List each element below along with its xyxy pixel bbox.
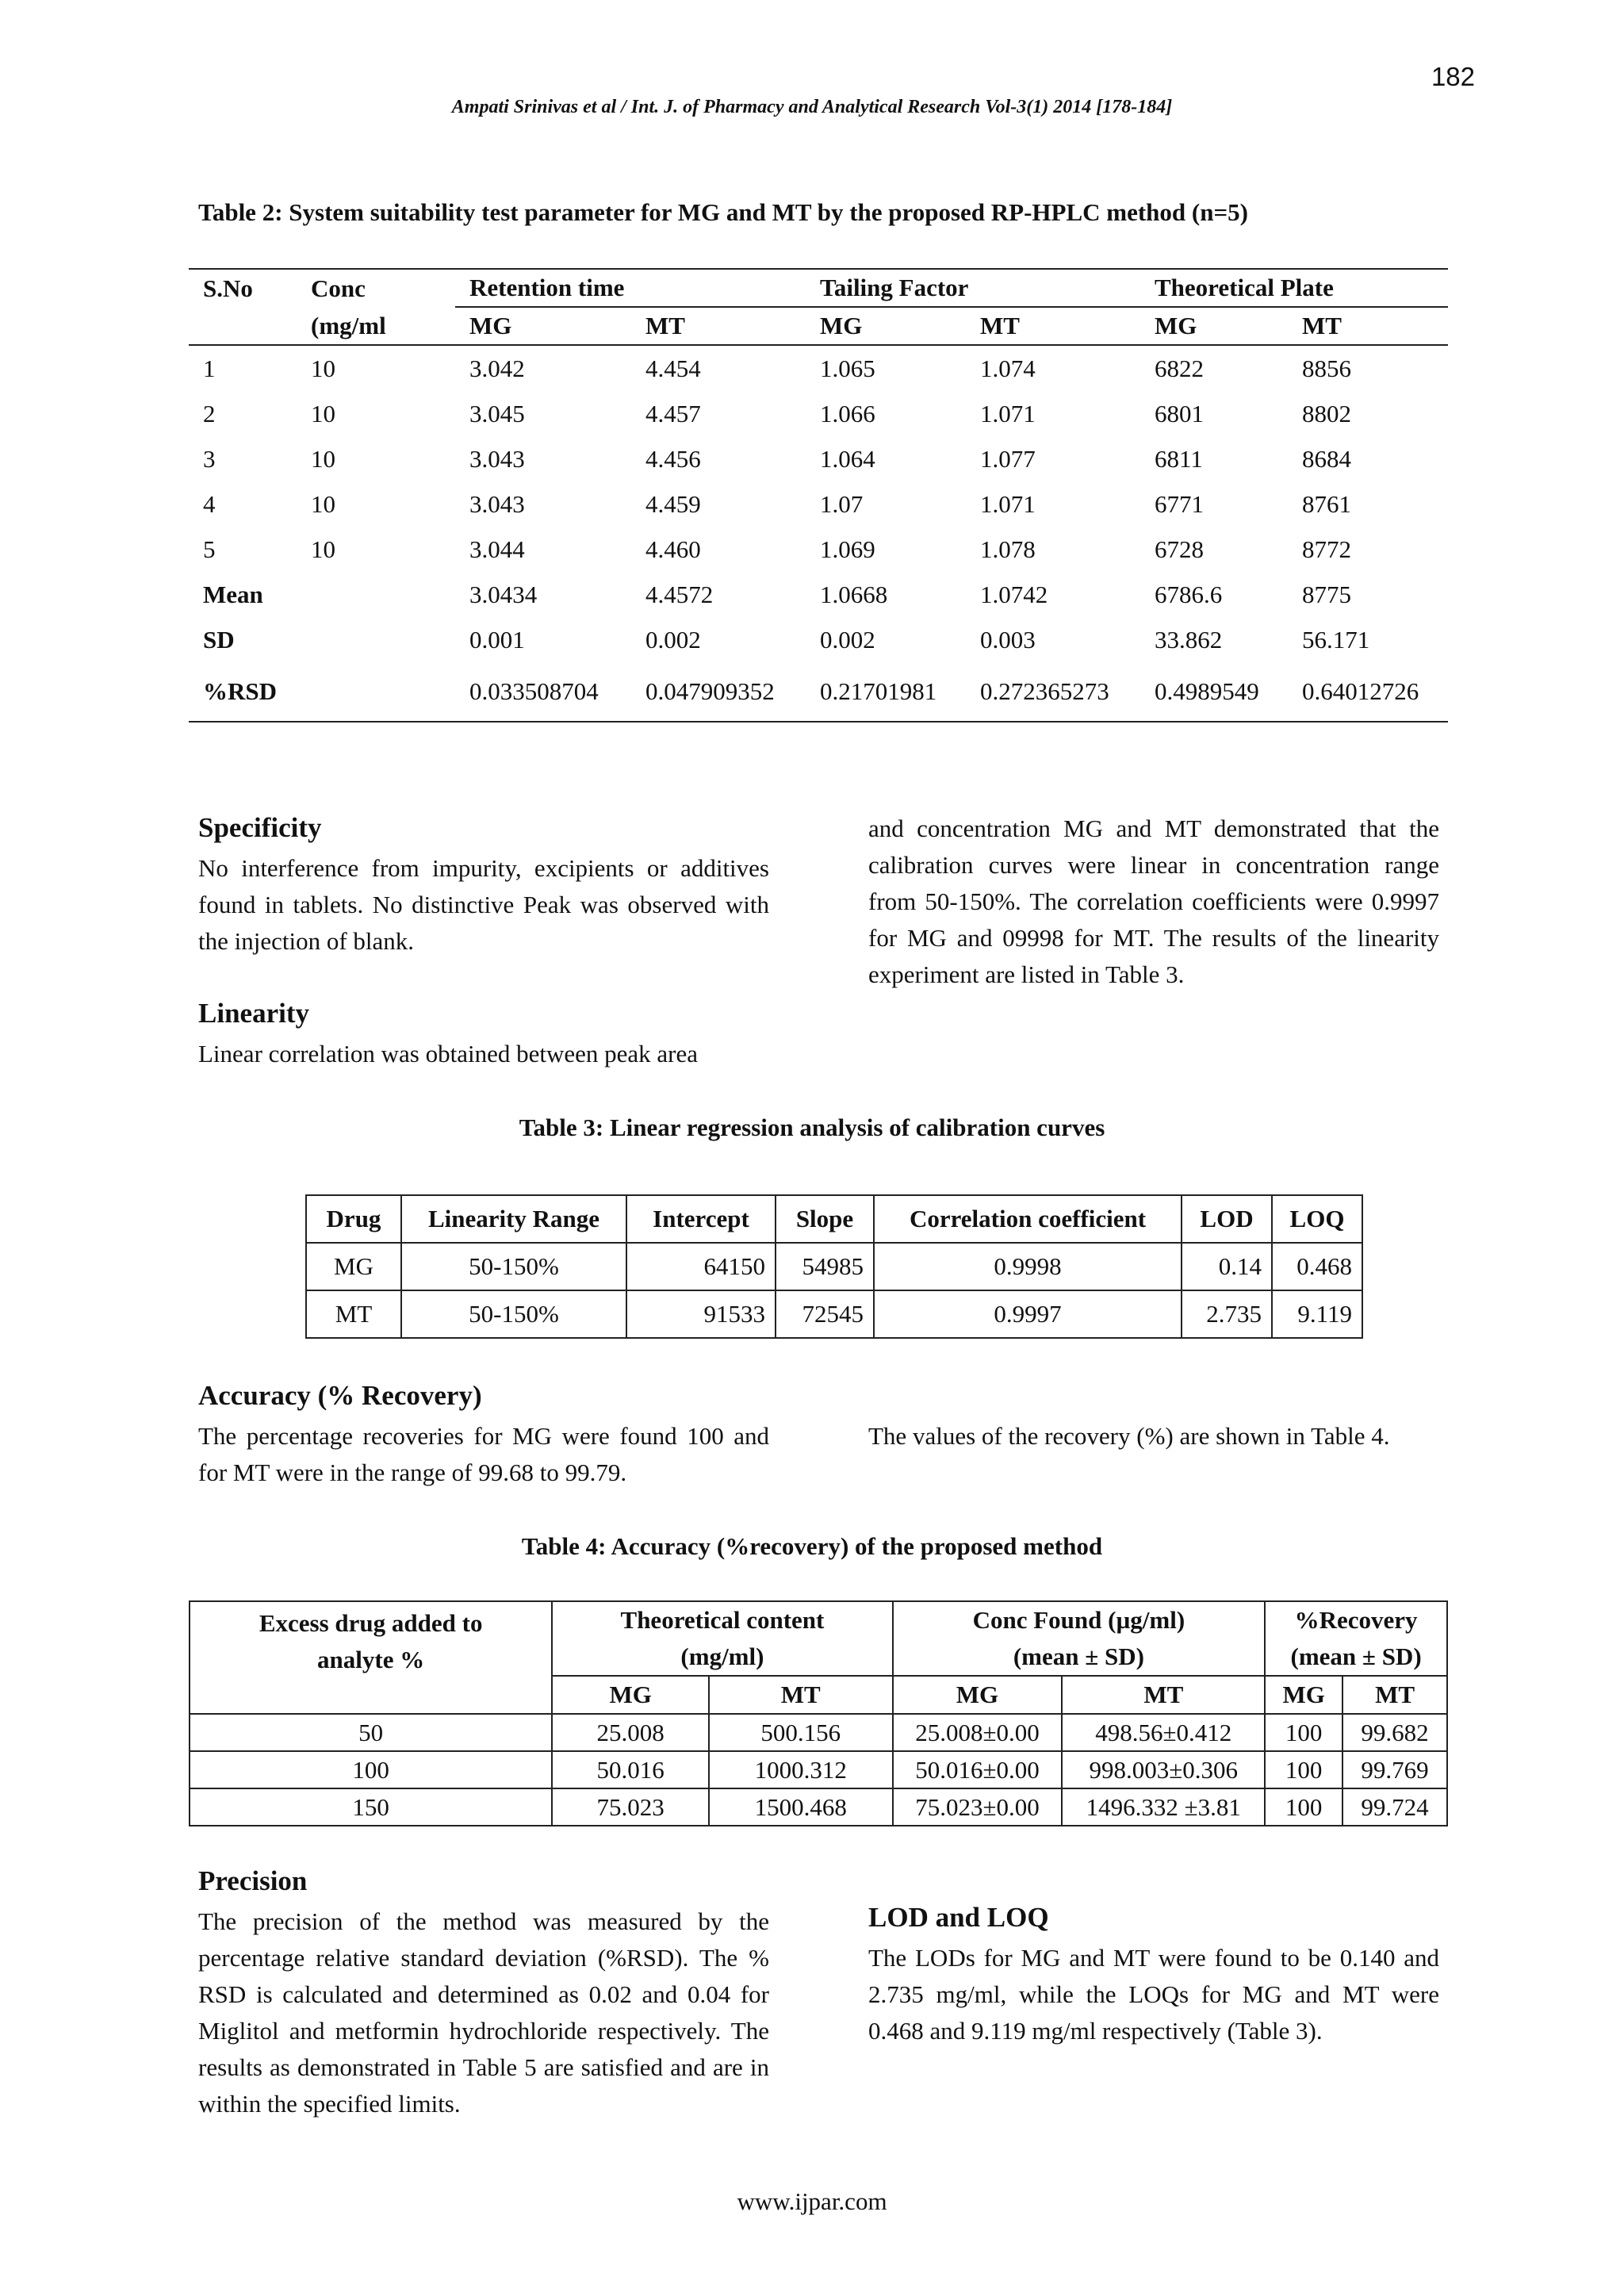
cell: 150 bbox=[190, 1788, 552, 1826]
table-row bbox=[306, 1290, 1362, 1338]
row-label: Mean bbox=[203, 580, 263, 608]
table-row bbox=[189, 481, 1448, 527]
table-row-rsd bbox=[189, 662, 1448, 722]
table-row-sd bbox=[189, 617, 1448, 662]
cell: 8775 bbox=[1302, 580, 1351, 608]
specificity-heading: Specificity bbox=[198, 812, 322, 843]
col-excess-drug bbox=[190, 1601, 552, 1714]
cell: 1.0742 bbox=[980, 580, 1048, 608]
table-row bbox=[190, 1751, 1447, 1788]
cell: 8772 bbox=[1302, 535, 1351, 563]
cell: 8684 bbox=[1302, 444, 1351, 473]
cell: 6771 bbox=[1155, 489, 1204, 518]
cell: 0.9997 bbox=[874, 1290, 1182, 1338]
sub-mt: MT bbox=[1342, 1676, 1447, 1714]
cell: 6801 bbox=[1155, 399, 1204, 427]
group-conc-line2: (mean ± SD) bbox=[1013, 1642, 1144, 1670]
col-slope: Slope bbox=[776, 1195, 874, 1243]
col-sno-blank bbox=[189, 307, 297, 345]
cell: 3.043 bbox=[469, 489, 525, 518]
group-theoretical-line2: (mg/ml) bbox=[680, 1642, 764, 1670]
sub-mg: MG bbox=[552, 1676, 709, 1714]
col-excess-line1: Excess drug added to bbox=[259, 1609, 483, 1637]
page-number: 182 bbox=[1431, 62, 1475, 91]
cell: 72545 bbox=[776, 1290, 874, 1338]
group-conc-found bbox=[893, 1601, 1266, 1676]
sub-mt: MT bbox=[1288, 307, 1448, 345]
sub-mt: MT bbox=[709, 1676, 893, 1714]
cell: 100 bbox=[1265, 1714, 1342, 1751]
cell: 1.071 bbox=[980, 489, 1036, 518]
specificity-text: No interference from impurity, excipients or additives found in tablets. No distinctive Peak was observed with the injection of blank. bbox=[198, 854, 769, 955]
group-recovery-line2: (mean ± SD) bbox=[1290, 1642, 1422, 1670]
cell: 25.008±0.00 bbox=[893, 1714, 1063, 1751]
cell: 8856 bbox=[1302, 354, 1351, 382]
sub-mg: MG bbox=[806, 307, 966, 345]
sub-mt: MT bbox=[631, 307, 806, 345]
cell: 10 bbox=[311, 354, 335, 382]
cell: 0.64012726 bbox=[1288, 662, 1448, 722]
sub-mt: MT bbox=[1062, 1676, 1265, 1714]
lodloq-heading: LOD and LOQ bbox=[868, 1902, 1049, 1933]
group-conc-line1: Conc Found (µg/ml) bbox=[972, 1606, 1185, 1634]
cell: 0.033508704 bbox=[455, 662, 631, 722]
cell: 0.002 bbox=[820, 625, 875, 654]
cell: 1.071 bbox=[980, 399, 1036, 427]
cell: 1.078 bbox=[980, 535, 1036, 563]
cell bbox=[297, 617, 455, 662]
cell: 0.047909352 bbox=[631, 662, 806, 722]
cell: 75.023±0.00 bbox=[893, 1788, 1063, 1826]
cell: 8761 bbox=[1302, 489, 1351, 518]
cell: 3.042 bbox=[469, 354, 525, 382]
cell: 6822 bbox=[1155, 354, 1204, 382]
cell: 1.07 bbox=[820, 489, 864, 518]
cell: 4.456 bbox=[645, 444, 701, 473]
table-row-mean bbox=[189, 572, 1448, 617]
col-linearity-range: Linearity Range bbox=[401, 1195, 626, 1243]
row-label: SD bbox=[203, 625, 235, 654]
cell: 50-150% bbox=[401, 1290, 626, 1338]
group-recovery-line1: %Recovery bbox=[1294, 1606, 1418, 1634]
sub-mg: MG bbox=[455, 307, 631, 345]
cell: 1.0668 bbox=[820, 580, 888, 608]
cell: 25.008 bbox=[552, 1714, 709, 1751]
cell: 500.156 bbox=[709, 1714, 893, 1751]
cell: 100 bbox=[1265, 1788, 1342, 1826]
group-theoretical-line1: Theoretical content bbox=[620, 1606, 825, 1634]
cell: MT bbox=[306, 1290, 401, 1338]
cell: 1.064 bbox=[820, 444, 875, 473]
cell: 1496.332 ±3.81 bbox=[1062, 1788, 1265, 1826]
col-drug: Drug bbox=[306, 1195, 401, 1243]
cell: 1.065 bbox=[820, 354, 875, 382]
lodloq-text: The LODs for MG and MT were found to be 0.140 and 2.735 mg/ml, while the LOQs for MG and MT were 0.468 and 9.119 mg/ml respectively (Table 3). bbox=[868, 1944, 1439, 2045]
cell: 99.769 bbox=[1342, 1751, 1447, 1788]
table4-caption: Table 4: Accuracy (%recovery) of the proposed method bbox=[521, 1532, 1103, 1560]
cell: 64150 bbox=[626, 1243, 776, 1290]
cell: 75.023 bbox=[552, 1788, 709, 1826]
table-row bbox=[189, 345, 1448, 391]
cell: 10 bbox=[311, 535, 335, 563]
cell: 10 bbox=[311, 399, 335, 427]
footer-url: www.ijpar.com bbox=[737, 2187, 887, 2215]
accuracy-text-right: The values of the recovery (%) are shown in Table 4. bbox=[868, 1422, 1390, 1450]
cell: MG bbox=[306, 1243, 401, 1290]
cell: 3.045 bbox=[469, 399, 525, 427]
cell: 91533 bbox=[626, 1290, 776, 1338]
table-row bbox=[189, 391, 1448, 436]
cell: 4 bbox=[203, 489, 216, 518]
precision-heading: Precision bbox=[198, 1865, 308, 1896]
cell: 50.016 bbox=[552, 1751, 709, 1788]
cell: 0.14 bbox=[1182, 1243, 1272, 1290]
linearity-text-left: Linear correlation was obtained between peak area bbox=[198, 1040, 699, 1068]
cell: 99.724 bbox=[1342, 1788, 1447, 1826]
cell: 0.002 bbox=[645, 625, 701, 654]
cell: 4.454 bbox=[645, 354, 701, 382]
cell: 10 bbox=[311, 489, 335, 518]
col-excess-line2: analyte % bbox=[317, 1646, 425, 1673]
sub-mg: MG bbox=[1265, 1676, 1342, 1714]
cell: 0.468 bbox=[1272, 1243, 1362, 1290]
cell: 10 bbox=[311, 444, 335, 473]
cell: 1.066 bbox=[820, 399, 875, 427]
cell: 3.0434 bbox=[469, 580, 538, 608]
cell: 0.272365273 bbox=[966, 662, 1140, 722]
cell: 4.460 bbox=[645, 535, 701, 563]
accuracy-text-left: The percentage recoveries for MG were found 100 and for MT were in the range of 99.68 to 99.79. bbox=[198, 1422, 769, 1486]
cell: 8802 bbox=[1302, 399, 1351, 427]
cell: 33.862 bbox=[1155, 625, 1223, 654]
cell: 50.016±0.00 bbox=[893, 1751, 1063, 1788]
table3-caption: Table 3: Linear regression analysis of calibration curves bbox=[519, 1114, 1105, 1141]
sub-mt: MT bbox=[966, 307, 1140, 345]
linearity-text-right: and concentration MG and MT demonstrated that the calibration curves were linear in concentration range from 50-150%. The correlation coefficients were 0.9997 for MG and 09998 for MT. The results of the linearity experiment are listed in Table 3. bbox=[868, 815, 1439, 988]
cell: 1000.312 bbox=[709, 1751, 893, 1788]
linearity-heading: Linearity bbox=[198, 998, 309, 1029]
cell: 3 bbox=[203, 444, 216, 473]
cell: 56.171 bbox=[1302, 625, 1370, 654]
table-row bbox=[190, 1714, 1447, 1751]
table-row bbox=[190, 1788, 1447, 1826]
col-sno: S.No bbox=[189, 269, 297, 307]
cell: 100 bbox=[190, 1751, 552, 1788]
col-conc: Conc bbox=[297, 269, 455, 307]
cell: 498.56±0.412 bbox=[1062, 1714, 1265, 1751]
cell: 4.457 bbox=[645, 399, 701, 427]
cell: 9.119 bbox=[1272, 1290, 1362, 1338]
group-tailing-factor: Tailing Factor bbox=[806, 269, 1140, 307]
cell: 0.4989549 bbox=[1140, 662, 1288, 722]
cell: 99.682 bbox=[1342, 1714, 1447, 1751]
cell: 100 bbox=[1265, 1751, 1342, 1788]
cell bbox=[297, 572, 455, 617]
table2 bbox=[189, 268, 1448, 723]
cell: 2 bbox=[203, 399, 216, 427]
cell: 5 bbox=[203, 535, 216, 563]
cell: 0.9998 bbox=[874, 1243, 1182, 1290]
accuracy-heading: Accuracy (% Recovery) bbox=[198, 1380, 482, 1411]
table2-caption: Table 2: System suitability test parameter for MG and MT by the proposed RP-HPLC method (n=5) bbox=[198, 198, 1248, 226]
sub-mg: MG bbox=[1140, 307, 1288, 345]
cell: 50-150% bbox=[401, 1243, 626, 1290]
cell: 1.074 bbox=[980, 354, 1036, 382]
group-retention-time: Retention time bbox=[455, 269, 806, 307]
group-theoretical-plate: Theoretical Plate bbox=[1140, 269, 1448, 307]
table3 bbox=[305, 1194, 1363, 1339]
cell: 1500.468 bbox=[709, 1788, 893, 1826]
col-correlation: Correlation coefficient bbox=[874, 1195, 1182, 1243]
col-intercept: Intercept bbox=[626, 1195, 776, 1243]
cell: 6728 bbox=[1155, 535, 1204, 563]
cell: 1.077 bbox=[980, 444, 1036, 473]
col-loq: LOQ bbox=[1272, 1195, 1362, 1243]
cell: 1 bbox=[203, 354, 216, 382]
sub-mg: MG bbox=[893, 1676, 1063, 1714]
cell: 4.4572 bbox=[645, 580, 714, 608]
group-recovery bbox=[1265, 1601, 1447, 1676]
cell: 4.459 bbox=[645, 489, 701, 518]
row-label: %RSD bbox=[189, 662, 297, 722]
table-row bbox=[189, 436, 1448, 481]
cell: 0.003 bbox=[980, 625, 1036, 654]
cell: 3.044 bbox=[469, 535, 525, 563]
cell: 0.21701981 bbox=[806, 662, 966, 722]
running-head: Ampati Srinivas et al / Int. J. of Pharmacy and Analytical Research Vol-3(1) 2014 [178-184] bbox=[451, 97, 1173, 117]
table-row bbox=[189, 527, 1448, 572]
cell: 6786.6 bbox=[1155, 580, 1223, 608]
col-lod: LOD bbox=[1182, 1195, 1272, 1243]
cell: 0.001 bbox=[469, 625, 525, 654]
table4 bbox=[189, 1600, 1448, 1826]
cell: 54985 bbox=[776, 1243, 874, 1290]
col-conc-unit: (mg/ml bbox=[297, 307, 455, 345]
cell: 50 bbox=[190, 1714, 552, 1751]
cell: 1.069 bbox=[820, 535, 875, 563]
cell: 6811 bbox=[1155, 444, 1203, 473]
cell: 2.735 bbox=[1182, 1290, 1272, 1338]
cell: 998.003±0.306 bbox=[1062, 1751, 1265, 1788]
table-row bbox=[306, 1243, 1362, 1290]
cell: 3.043 bbox=[469, 444, 525, 473]
precision-text: The precision of the method was measured by the percentage relative standard deviation (%RSD). The % RSD is calculated and determined as 0.02 and 0.04 for Miglitol and metformin hydrochloride respectively. The results as demonstrated in Table 5 are satisfied and are in within the specified limits. bbox=[198, 1907, 769, 2118]
group-theoretical-content bbox=[552, 1601, 892, 1676]
cell bbox=[297, 662, 455, 722]
